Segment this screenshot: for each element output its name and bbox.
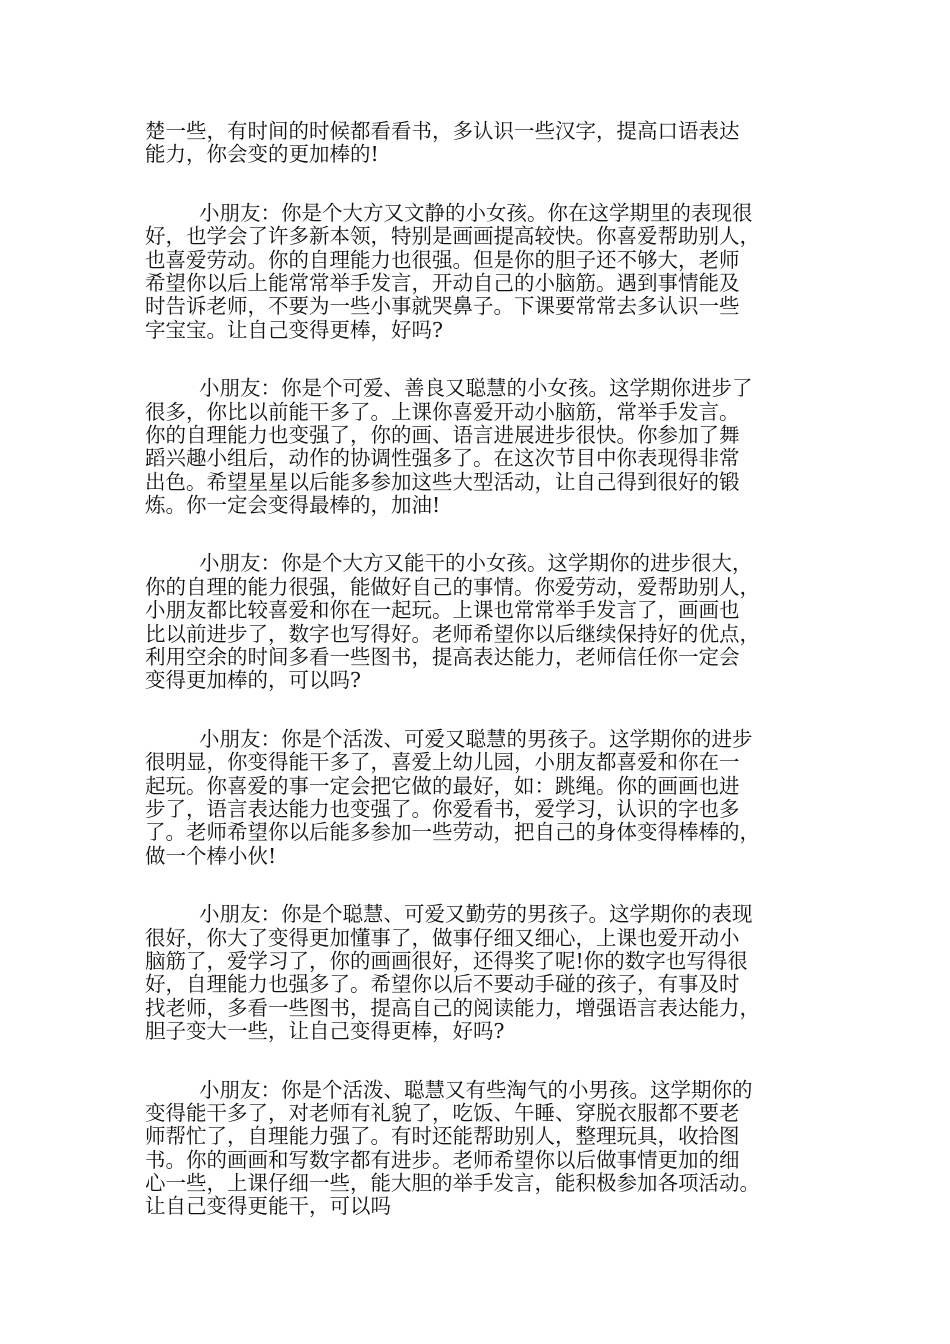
line-text: 胆子变大一些，让自己变得更棒，好吗? bbox=[145, 1019, 505, 1044]
paragraph bbox=[145, 728, 817, 868]
text-line bbox=[145, 821, 817, 844]
line-text: 字宝宝。让自己变得更棒，好吗? bbox=[145, 317, 443, 342]
text-line bbox=[145, 599, 817, 622]
line-text: 很多，你比以前能干多了。上课你喜爱开动小脑筋，常举手发言。 bbox=[145, 399, 740, 424]
text-line bbox=[145, 798, 817, 821]
line-text: 很明显，你变得能干多了，喜爱上幼儿园，小朋友都喜爱和你在一 bbox=[145, 750, 740, 775]
line-text: 好，自理能力也强多了。希望你以后不要动手碰的孩子，有事及时 bbox=[145, 972, 740, 997]
text-line bbox=[145, 1020, 817, 1043]
text-line bbox=[145, 623, 817, 646]
text-line bbox=[145, 494, 817, 517]
line-text: 时告诉老师，不要为一些小事就哭鼻子。下课要常常去多认识一些 bbox=[145, 294, 740, 319]
text-line bbox=[145, 1172, 817, 1195]
line-text: 很好，你大了变得更加懂事了，做事仔细又细心，上课也爱开动小 bbox=[145, 925, 740, 950]
text-line bbox=[145, 319, 817, 342]
line-text: 比以前进步了，数字也写得好。老师希望你以后继续保持好的优点， bbox=[145, 621, 760, 646]
line-text: 小朋友：你是个活泼、可爱又聪慧的男孩子。这学期你的进步 bbox=[199, 726, 753, 751]
text-line bbox=[145, 471, 817, 494]
text-line bbox=[145, 1079, 817, 1102]
text-line bbox=[145, 775, 817, 798]
line-text: 起玩。你喜爱的事一定会把它做的最好，如：跳绳。你的画画也进 bbox=[145, 773, 740, 798]
line-text: 小朋友：你是个可爱、善良又聪慧的小女孩。这学期你进步了 bbox=[199, 376, 753, 401]
line-text: 了。老师希望你以后能多参加一些劳动，把自己的身体变得棒棒的， bbox=[145, 820, 760, 845]
text-line bbox=[145, 377, 817, 400]
line-text: 利用空余的时间多看一些图书，提高表达能力，老师信任你一定会 bbox=[145, 645, 740, 670]
text-line bbox=[145, 249, 817, 272]
line-text: 也喜爱劳动。你的自理能力也很强。但是你的胆子还不够大，老师 bbox=[145, 247, 740, 272]
text-line bbox=[145, 728, 817, 751]
text-line bbox=[145, 225, 817, 248]
text-line bbox=[145, 845, 817, 868]
line-text: 师帮忙了，自理能力强了。有时还能帮助别人，整理玩具，收拾图 bbox=[145, 1124, 740, 1149]
line-text: 你的自理能力也变强了，你的画、语言进展进步很快。你参加了舞 bbox=[145, 422, 740, 447]
line-text: 做一个棒小伙! bbox=[145, 843, 277, 868]
line-text: 小朋友都比较喜爱和你在一起玩。上课也常常举手发言了，画画也 bbox=[145, 598, 740, 623]
text-line bbox=[145, 927, 817, 950]
line-text: 小朋友：你是个大方又能干的小女孩。这学期你的进步很大， bbox=[199, 551, 753, 576]
paragraph bbox=[145, 1079, 817, 1219]
text-line bbox=[145, 1149, 817, 1172]
text-line bbox=[145, 447, 817, 470]
text-line bbox=[145, 120, 817, 143]
text-line bbox=[145, 751, 817, 774]
line-text: 脑筋了，爱学习了，你的画画很好，还得奖了呢!你的数字也写得很 bbox=[145, 948, 748, 973]
text-line bbox=[145, 576, 817, 599]
paragraph bbox=[145, 202, 817, 342]
line-text: 能力，你会变的更加棒的! bbox=[145, 142, 379, 167]
text-line bbox=[145, 295, 817, 318]
line-text: 心一些，上课仔细一些，能大胆的举手发言，能积极参加各项活动。 bbox=[145, 1171, 760, 1196]
line-text: 蹈兴趣小组后，动作的协调性强多了。在这次节目中你表现得非常 bbox=[145, 446, 740, 471]
line-text: 变得更加棒的，可以吗? bbox=[145, 668, 361, 693]
text-line bbox=[145, 1102, 817, 1125]
text-line bbox=[145, 1125, 817, 1148]
text-line bbox=[145, 272, 817, 295]
document-body bbox=[145, 120, 817, 1254]
line-text: 步了，语言表达能力也变强了。你爱看书，爱学习，认识的字也多 bbox=[145, 796, 740, 821]
paragraph bbox=[145, 552, 817, 692]
line-text: 小朋友：你是个活泼、聪慧又有些淘气的小男孩。这学期你的 bbox=[199, 1077, 753, 1102]
line-text: 小朋友：你是个大方又文静的小女孩。你在这学期里的表现很 bbox=[199, 200, 753, 225]
line-text: 书。你的画画和写数字都有进步。老师希望你以后做事情更加的细 bbox=[145, 1147, 740, 1172]
text-line bbox=[145, 202, 817, 225]
text-line bbox=[145, 424, 817, 447]
line-text: 小朋友：你是个聪慧、可爱又勤劳的男孩子。这学期你的表现 bbox=[199, 902, 753, 927]
text-line bbox=[145, 950, 817, 973]
line-text: 楚一些，有时间的时候都看看书，多认识一些汉字，提高口语表达 bbox=[145, 119, 740, 143]
line-text: 出色。希望星星以后能多参加这些大型活动，让自己得到很好的锻 bbox=[145, 469, 740, 494]
text-line bbox=[145, 143, 817, 166]
line-text: 你的自理的能力很强，能做好自己的事情。你爱劳动，爱帮助别人， bbox=[145, 574, 760, 599]
paragraph bbox=[145, 377, 817, 517]
line-text: 让自己变得更能干，可以吗 bbox=[145, 1194, 391, 1219]
line-text: 找老师，多看一些图书，提高自己的阅读能力，增强语言表达能力， bbox=[145, 995, 760, 1020]
line-text: 炼。你一定会变得最棒的，加油! bbox=[145, 493, 441, 518]
paragraph bbox=[145, 903, 817, 1043]
text-line bbox=[145, 669, 817, 692]
paragraph bbox=[145, 120, 817, 167]
text-line bbox=[145, 1195, 817, 1218]
text-line bbox=[145, 646, 817, 669]
line-text: 变得能干多了，对老师有礼貌了，吃饭、午睡、穿脱衣服都不要老 bbox=[145, 1100, 740, 1125]
text-line bbox=[145, 903, 817, 926]
text-line bbox=[145, 997, 817, 1020]
text-line bbox=[145, 973, 817, 996]
line-text: 希望你以后上能常常举手发言，开动自己的小脑筋。遇到事情能及 bbox=[145, 270, 740, 295]
line-text: 好，也学会了许多新本领，特别是画画提高较快。你喜爱帮助别人， bbox=[145, 224, 760, 249]
text-line bbox=[145, 552, 817, 575]
text-line bbox=[145, 401, 817, 424]
